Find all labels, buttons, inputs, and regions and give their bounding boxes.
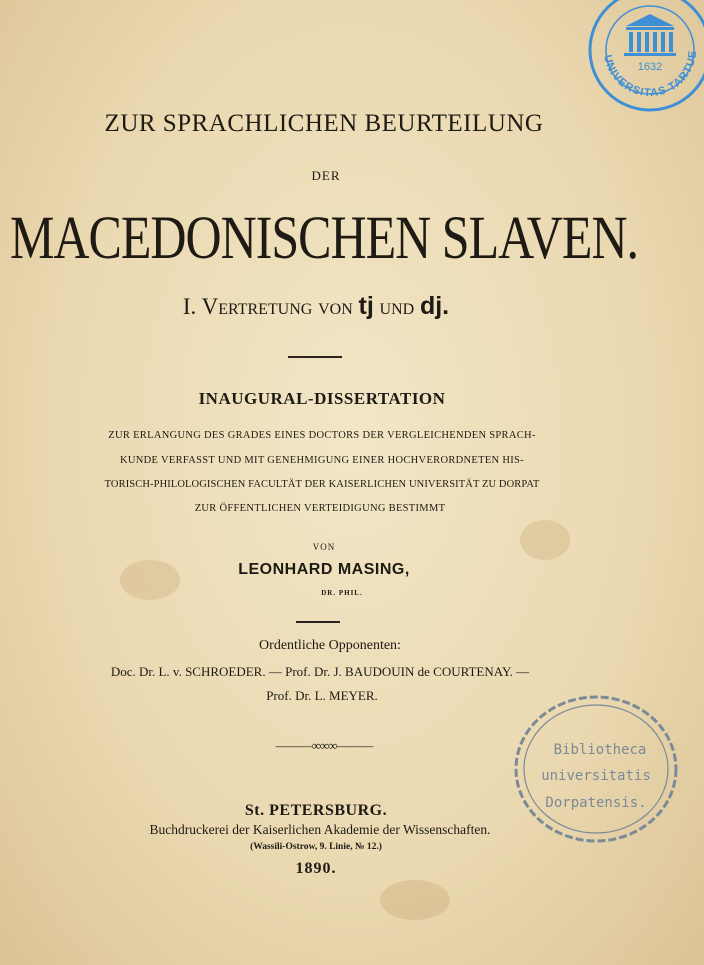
imprint-year: 1890. <box>295 860 337 877</box>
dissertation-heading: INAUGURAL-DISSERTATION <box>198 389 446 408</box>
dissertation-line-1: ZUR ERLANGUNG DES GRADES EINES DOCTORS DER VERGLEICHENDEN SPRACH- <box>108 430 536 441</box>
paper-stain <box>380 880 450 920</box>
stamp-line-2: universitatis <box>541 768 651 784</box>
university-seal <box>586 0 704 114</box>
opponents-line-1: Doc. Dr. L. v. SCHROEDER. — Prof. Dr. J. BAUDOUIN de COURTENAY. — <box>110 664 530 679</box>
imprint-printer: Buchdruckerei der Kaiserlichen Akademie der Wissenschaften. <box>149 822 491 837</box>
stamp-line-1: Bibliotheca <box>553 742 647 758</box>
title-line-1: ZUR SPRACHLICHEN BEURTEILUNG <box>104 110 544 137</box>
dissertation-line-3: TORISCH-PHILOLOGISCHEN FACULTÄT DER KAISERLICHEN UNIVERSITÄT ZU DORPAT <box>104 479 540 490</box>
subtitle-dj: dj. <box>419 292 450 320</box>
title-der: DER <box>311 168 341 183</box>
imprint-address: (Wassili-Ostrow, 9. Linie, № 12.) <box>250 842 382 852</box>
dissertation-line-4: ZUR ÖFFENTLICHEN VERTEIDIGUNG BESTIMMT <box>194 503 446 514</box>
opponents-label: Ordentliche Opponenten: <box>259 638 401 653</box>
dissertation-line-2: KUNDE VERFASST UND MIT GENEHMIGUNG EINER HOCHVERORDNETEN HIS- <box>120 455 524 466</box>
seal-year: 1632 <box>637 61 663 73</box>
von-label: VON <box>312 542 336 552</box>
imprint-city: St. PETERSBURG. <box>244 802 388 819</box>
author-name: LEONHARD MASING, <box>238 561 410 578</box>
seal-text: UNIVERSITAS TARTUE <box>601 49 700 100</box>
subtitle <box>0 292 668 321</box>
paper-stain <box>520 520 570 560</box>
building-icon <box>624 14 676 56</box>
opponents-line-2: Prof. Dr. L. MEYER. <box>266 688 378 703</box>
author-degree: DR. PHIL. <box>321 589 363 597</box>
page-title: MACEDONISCHEN SLAVEN. <box>9 203 639 272</box>
stamp-line-3: Dorpatensis. <box>545 795 647 811</box>
subtitle-tj: tj <box>358 292 374 320</box>
divider <box>296 621 340 623</box>
subtitle-und: und <box>379 294 415 319</box>
ornament-divider: ———∞∞∞——— <box>275 738 373 753</box>
subtitle-prefix: I. Vertretung von <box>182 294 353 319</box>
divider <box>288 356 342 358</box>
